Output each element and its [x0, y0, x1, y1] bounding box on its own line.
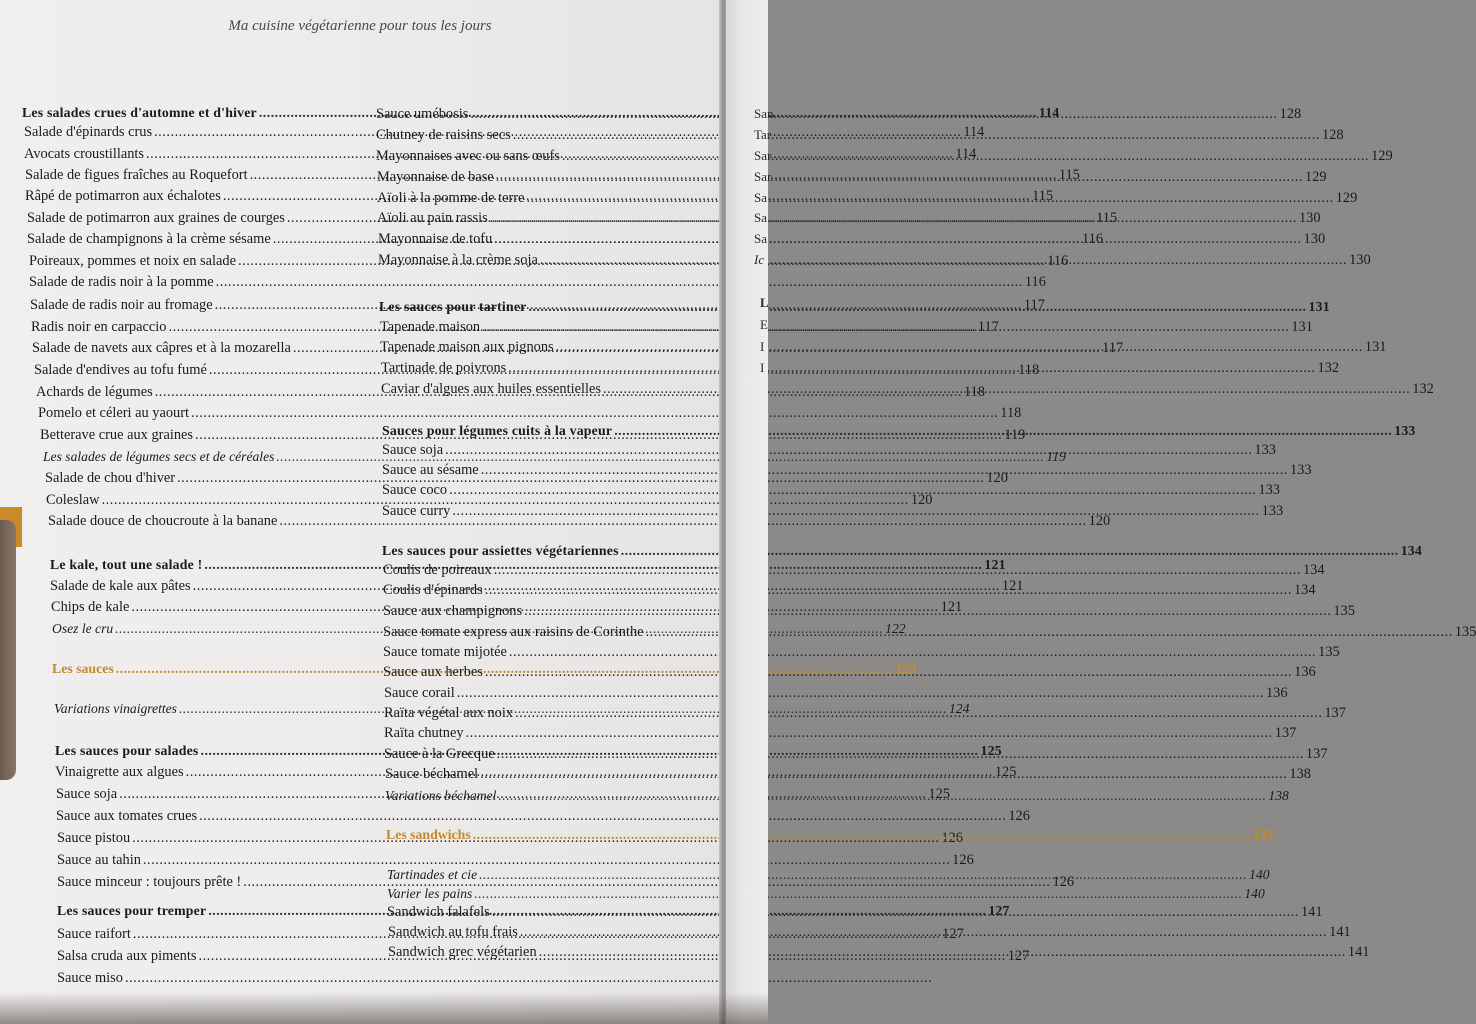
toc-page-number: 132: [1412, 381, 1434, 397]
toc-entry-label: Sauce soja: [382, 442, 444, 458]
toc-entry-sauce-miso: [57, 970, 369, 987]
toc-entry-label: Caviar d'algues aux huiles essentielles: [381, 381, 601, 397]
next-page-fragment: I: [760, 339, 765, 354]
toc-entry-sauce-tomate-mijotee: [383, 644, 1340, 661]
toc-entry-label: Salade d'épinards crus: [24, 124, 153, 140]
toc-entry-label: Tartinade de poivrons: [381, 360, 507, 376]
toc-page-number: 136: [1265, 685, 1288, 701]
toc-entry-label: Variations béchamel: [385, 788, 497, 803]
toc-entry-label: Poireaux, pommes et noix en salade: [29, 253, 237, 269]
toc-page-number: 129: [1335, 190, 1358, 206]
toc-entry-label: Le kale, tout une salade !: [50, 557, 203, 572]
toc-page-number: 128: [1279, 106, 1302, 122]
toc-page-number: 122: [885, 621, 906, 636]
toc-page-number: 128: [1321, 127, 1344, 143]
dot-leader: [466, 725, 1273, 742]
toc-page-number: 141: [1329, 924, 1351, 940]
toc-entry-label: Les sauces pour assiettes végétariennes: [382, 543, 619, 558]
toc-page-number: 135: [1318, 644, 1340, 660]
dot-leader: [473, 826, 1251, 843]
toc-page-number: 118: [963, 384, 985, 400]
toc-page-number: 125: [980, 743, 1002, 758]
toc-page-number: 121: [984, 557, 1006, 572]
toc-entry-label: Salade de chou d'hiver: [45, 470, 176, 486]
toc-page-number: 133: [1261, 503, 1284, 519]
toc-page-number: 124: [948, 701, 970, 716]
toc-page-number: 130: [1349, 252, 1371, 268]
toc-page-number: 115: [1032, 188, 1054, 204]
dot-leader: [526, 190, 1333, 207]
next-page-fragment: Sa: [754, 190, 767, 205]
toc-page-number: 114: [955, 146, 977, 162]
toc-entry-label: Sauce à la Grecque: [384, 746, 495, 762]
toc-page-number: 133: [1258, 482, 1280, 498]
toc-entry-label: Sauce miso: [57, 970, 123, 986]
toc-entry-label: Salade de figues fraîches au Roquefort: [25, 167, 248, 183]
toc-page-number: 118: [1000, 405, 1022, 421]
toc-page-number: 131: [1308, 299, 1330, 314]
toc-entry-label: Râpé de potimarron aux échalotes: [25, 188, 221, 204]
dot-leader: [445, 442, 1252, 459]
toc-entry-label: Mayonnaise de tofu: [378, 231, 493, 247]
toc-entry-label: Aïoli au pain rassis: [377, 210, 488, 226]
toc-section-les-sauces-pour-assiettes-vegetariennes: [382, 542, 1422, 559]
toc-page-number: 129: [1371, 148, 1393, 164]
toc-entry-label: Mayonnaises avec ou sans œufs: [376, 148, 560, 164]
toc-entry-label: Sauce pistou: [57, 830, 131, 846]
toc-entry-label: Sauce coco: [382, 482, 448, 498]
next-page-fragment: Sa: [754, 231, 767, 246]
toc-entry-sauce-au-tahin: [57, 852, 974, 869]
dot-leader: [449, 482, 1256, 499]
toc-page-number: 138: [1268, 788, 1289, 803]
toc-entry-label: Sauce minceur : toujours prête !: [57, 874, 242, 890]
toc-entry-raita-chutney: [384, 725, 1297, 742]
toc-entry-label: Tapenade maison: [380, 319, 481, 335]
toc-entry-coleslaw: [46, 492, 933, 509]
dot-leader: [556, 339, 1363, 356]
toc-page-number: 127: [942, 926, 964, 942]
toc-page-number: 134: [1302, 562, 1325, 578]
toc-page-number: 117: [1102, 340, 1124, 356]
toc-entry-label: Les sauces: [52, 661, 114, 676]
toc-entry-label: Pomelo et céleri au yaourt: [38, 405, 190, 421]
dot-leader: [457, 685, 1264, 702]
next-page-fragment: San: [754, 106, 774, 121]
toc-entry-label: Les salades crues d'automne et d'hiver: [22, 105, 257, 120]
toc-entry-label: Osez le cru: [52, 621, 114, 636]
toc-page-number: 131: [1291, 319, 1313, 335]
toc-entry-label: Achards de légumes: [36, 384, 153, 400]
toc-entry-label: Salade de champignons à la crème sésame: [27, 231, 271, 247]
toc-page-number: 141: [1347, 944, 1370, 960]
toc-entry-sauce-curry: [382, 503, 1284, 520]
toc-entry-label: Salade de navets aux câpres et à la mozarella: [32, 340, 291, 356]
bottom-shadow: [0, 992, 768, 1024]
toc-page-number: 114: [963, 124, 985, 140]
toc-page-number: 132: [1317, 360, 1340, 376]
toc-page-number: 126: [952, 852, 974, 868]
dot-leader: [529, 298, 1307, 315]
toc-page-number: 120: [910, 492, 933, 508]
toc-entry-label: Sauce umébosis: [376, 106, 469, 122]
toc-page-number: 120: [986, 470, 1008, 486]
toc-entry-label: Les sandwichs: [386, 827, 471, 842]
toc-page-number: 116: [1047, 253, 1069, 269]
toc-page-number: 139: [1252, 827, 1274, 842]
toc-entry-label: Varier les pains: [387, 886, 473, 901]
toc-page-number: 119: [1004, 427, 1026, 443]
toc-page-number: 125: [928, 786, 950, 802]
toc-entry-label: Sauce aux herbes: [383, 664, 483, 680]
dot-leader: [497, 746, 1304, 763]
toc-entry-label: Sauce tomate mijotée: [383, 644, 507, 660]
toc-page-number: 117: [977, 319, 999, 335]
toc-entry-salade-douce-de-choucroute-a-la-banane: [48, 513, 1111, 530]
thumb: [0, 520, 16, 780]
toc-entry-label: Sauce aux tomates crues: [56, 808, 198, 824]
dot-leader: [524, 603, 1331, 620]
toc-entry-label: Coulis d'épinards: [383, 582, 483, 598]
toc-entry-label: Sandwich grec végétarien: [388, 944, 537, 960]
toc-page-number: 117: [1023, 297, 1045, 313]
toc-page-number: 115: [1096, 210, 1118, 226]
toc-entry-label: Chips de kale: [51, 599, 130, 615]
toc-entry-sauce-aux-tomates-crues: [56, 808, 1030, 825]
toc-entry-label: Coleslaw: [46, 492, 100, 508]
next-page-fragment: Sar: [754, 148, 772, 163]
toc-page-number: 131: [1364, 339, 1387, 355]
toc-page-number: 137: [1274, 725, 1297, 741]
toc-entry-salade-de-radis-noir-a-la-pomme: [29, 274, 1046, 291]
toc-entry-label: Mayonnaise à la crème soja: [378, 252, 538, 268]
next-page-fragment: E: [760, 317, 768, 332]
dot-leader: [485, 582, 1292, 599]
toc-entry-label: Les sauces pour tartiner: [379, 299, 527, 314]
dot-leader: [485, 664, 1292, 681]
toc-page-number: 126: [1008, 808, 1030, 824]
next-page-fragment: Sar: [754, 169, 772, 184]
toc-entry-pomelo-et-celeri-au-yaourt: [38, 405, 1022, 422]
toc-page-number: 134: [1293, 582, 1316, 598]
toc-page-number: 127: [988, 903, 1010, 918]
toc-page-number: 140: [1244, 886, 1265, 901]
next-page-fragment: I: [760, 360, 765, 375]
toc-page-number: 136: [1294, 664, 1316, 680]
toc-entry-label: Sauces pour légumes cuits à la vapeur: [382, 423, 613, 438]
toc-entry-label: Sauce tomate express aux raisins de Corinthe: [383, 624, 644, 640]
toc-page-number: 133: [1254, 442, 1276, 458]
dot-leader: [513, 127, 1320, 144]
toc-entry-label: Salade de radis noir à la pomme: [29, 274, 214, 290]
dot-leader: [562, 148, 1369, 165]
dot-leader: [199, 808, 1006, 825]
next-page: [726, 0, 774, 1024]
toc-entry-label: Salade douce de choucroute à la banane: [48, 513, 278, 529]
dot-leader: [474, 885, 1242, 902]
dot-leader: [539, 944, 1346, 961]
toc-entry-label: Raïta végétal aux noix: [384, 705, 514, 721]
toc-page-number: 138: [1289, 766, 1311, 782]
toc-entry-label: Variations vinaigrettes: [54, 701, 177, 716]
running-header: Ma cuisine végétarienne pour tous les jours: [228, 18, 492, 34]
toc-entry-label: Salsa cruda aux piments: [57, 948, 197, 964]
toc-entry-label: Aïoli à la pomme de terre: [377, 190, 525, 206]
toc-entry-label: Les salades de légumes secs et de céréales: [43, 449, 275, 464]
toc-entry-label: Les sauces pour tremper: [57, 903, 207, 918]
toc-entry-label: Sauce soja: [56, 786, 118, 802]
dot-leader: [191, 405, 998, 422]
toc-page-number: 126: [1052, 874, 1075, 890]
dot-leader: [494, 231, 1301, 248]
dot-leader: [490, 210, 1297, 227]
toc-page-number: 121: [1001, 578, 1024, 594]
toc-entry-label: Avocats croustillants: [24, 146, 145, 162]
toc-entry-label: Sauce corail: [384, 685, 455, 701]
next-page-fragment: Sa: [754, 210, 767, 225]
dot-leader: [479, 866, 1247, 883]
toc-entry-label: Salade de radis noir au fromage: [30, 297, 213, 313]
toc-entry-varier-les-pains: [387, 885, 1265, 902]
toc-entry-label: Sauce aux champignons: [383, 603, 523, 619]
toc-entry-label: Radis noir en carpaccio: [31, 319, 167, 335]
toc-entry-label: Betterave crue aux graines: [40, 427, 194, 443]
toc-entry-label: Tapenade maison aux pignons: [380, 339, 554, 355]
toc-entry-label: Sauce au tahin: [57, 852, 141, 868]
toc-entry-label: Sauce béchamel: [385, 766, 479, 782]
next-page-fragment: L: [760, 295, 769, 310]
dot-leader: [481, 462, 1288, 479]
toc-entry-label: Sauce au sésame: [382, 462, 479, 478]
toc-entry-label: Sauce raifort: [57, 926, 131, 942]
toc-page-number: 125: [994, 764, 1017, 780]
dot-leader: [470, 106, 1277, 123]
dot-leader: [496, 169, 1303, 186]
toc-page-number: 120: [1088, 513, 1111, 529]
toc-page-number: 127: [1007, 948, 1030, 964]
dot-leader: [498, 787, 1266, 804]
dot-leader: [216, 274, 1023, 291]
dot-leader: [540, 252, 1347, 269]
toc-entry-label: Tartinades et cie: [387, 867, 478, 882]
toc-page-number: 137: [1324, 705, 1346, 721]
toc-entry-label: Les sauces pour salades: [55, 743, 199, 758]
toc-entry-label: Coulis de poireaux: [383, 562, 492, 578]
toc-entry-label: Chutney de raisins secs: [376, 127, 511, 143]
toc-entry-label: Sauce curry: [382, 503, 451, 519]
toc-page-number: 115: [1058, 167, 1080, 183]
toc-page-number: 130: [1298, 210, 1321, 226]
toc-entry-label: Vinaigrette aux algues: [55, 764, 184, 780]
toc-page-number: 133: [1394, 423, 1416, 438]
toc-entry-label: Salade d'endives au tofu fumé: [34, 362, 207, 378]
toc-page-number: 121: [940, 599, 963, 615]
toc-page-number: 114: [1038, 105, 1060, 120]
toc-entry-sauce-coco: [382, 482, 1280, 499]
toc-page-number: 126: [941, 830, 963, 846]
toc-page-number: 134: [1400, 543, 1422, 558]
dot-leader: [125, 970, 932, 987]
dot-leader: [520, 924, 1327, 941]
toc-page-number: 116: [1082, 231, 1104, 247]
dot-leader: [509, 644, 1316, 661]
toc-page-number: 133: [1289, 462, 1312, 478]
toc-page-number: 129: [1304, 169, 1327, 185]
toc-page-number: 130: [1303, 231, 1326, 247]
toc-page-number: 137: [1305, 746, 1328, 762]
toc-entry-label: Sandwich falafels: [387, 904, 490, 920]
next-page-fragment: Ic: [754, 252, 765, 267]
dot-leader: [494, 562, 1301, 579]
toc-page-number: 135: [1454, 624, 1476, 640]
toc-page-number: 123: [895, 661, 917, 676]
toc-page-number: 118: [1018, 362, 1040, 378]
toc-page-number: 140: [1249, 867, 1270, 882]
dot-leader: [508, 360, 1315, 377]
toc-entry-label: Mayonnaise de base: [377, 169, 494, 185]
dot-leader: [515, 705, 1322, 722]
next-page-fragment: Tar: [754, 127, 772, 142]
toc-page-number: 141: [1300, 904, 1323, 920]
dot-leader: [480, 766, 1287, 783]
toc-entry-label: Raïta chutney: [384, 725, 464, 741]
toc-page-number: 116: [1024, 274, 1046, 290]
toc-entry-label: Salade de potimarron aux graines de courges: [27, 210, 285, 226]
toc-entry-label: Salade de kale aux pâtes: [50, 578, 191, 594]
toc-entry-sauce-corail: [384, 685, 1288, 702]
dot-leader: [492, 904, 1299, 921]
dot-leader: [452, 503, 1259, 520]
dot-leader: [482, 319, 1289, 336]
toc-page-number: 135: [1333, 603, 1355, 619]
toc-page-number: 119: [1046, 449, 1066, 464]
toc-entry-label: Sandwich au tofu frais: [388, 924, 518, 940]
